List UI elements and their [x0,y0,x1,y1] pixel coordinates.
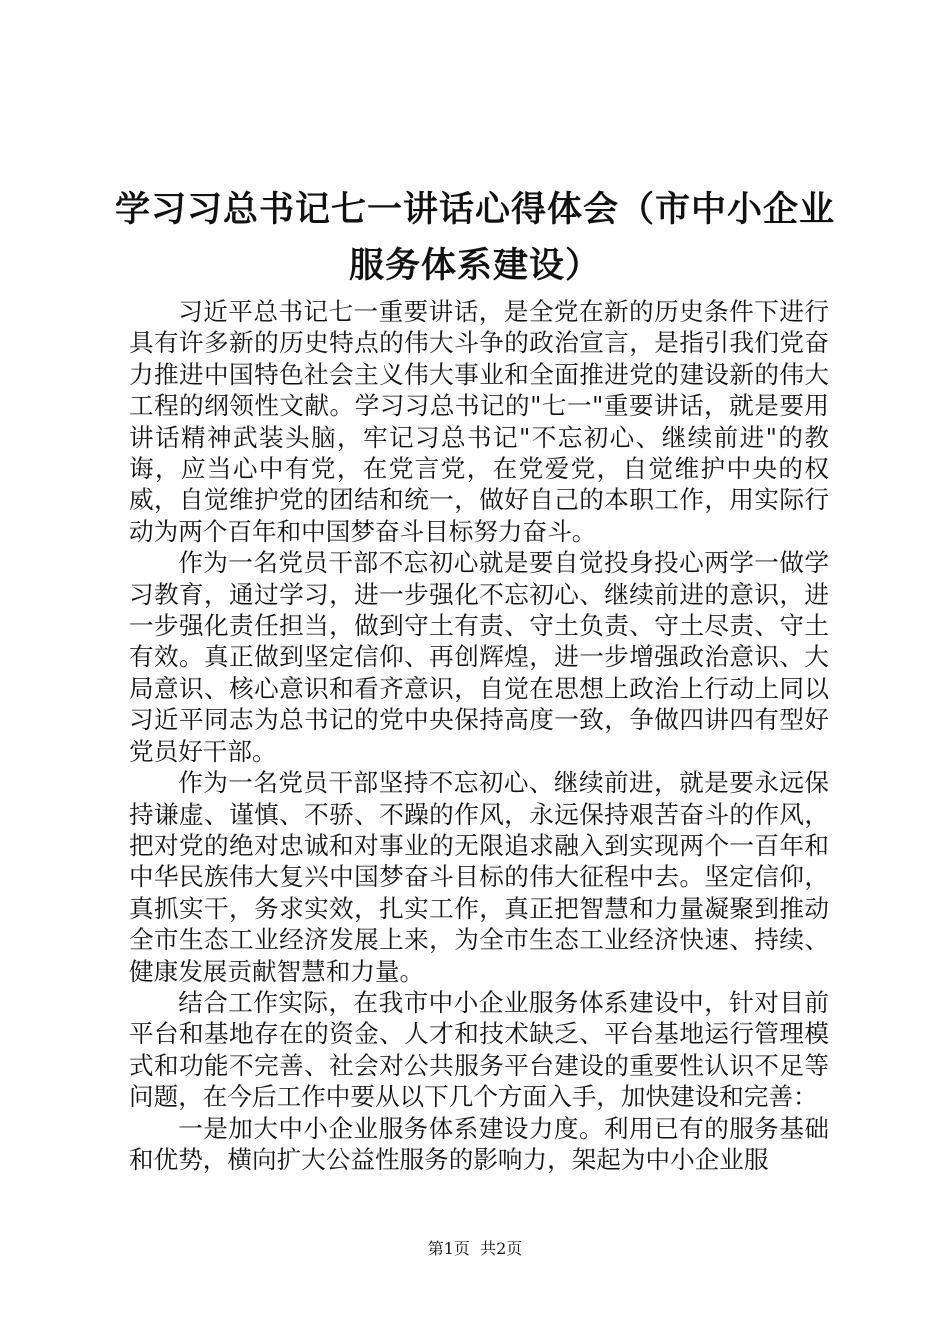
page-number: 第1页 [427,1239,470,1258]
document-title: 学习习总书记七一讲话心得体会（市中小企业服务体系建设） [114,189,835,286]
page-footer [0,1239,950,1259]
document-body [129,296,829,1175]
page-total: 共2页 [480,1239,523,1258]
paragraph: 习近平总书记七一重要讲话，是全党在新的历史条件下进行具有许多新的历史特点的伟大斗争的政治宣言，是指引我们党奋力推进中国特色社会主义伟大事业和全面推进党的建设新的伟大工程的纲领性文献。学习习总书记的"七一"重要讲话，就是要用讲话精神武装头脑，牢记习总书记"不忘初心、继续前进"的教诲，应当心中有党，在党言党，在党爱党，自觉维护中央的权威，自觉维护党的团结和统一，做好自己的本职工作，用实际行动为两个百年和中国梦奋斗目标努力奋斗。 [129,297,829,546]
paragraph: 一是加大中小企业服务体系建设力度。利用已有的服务基础和优势，横向扩大公益性服务的影响力，架起为中小企业服 [129,1113,829,1174]
paragraph: 结合工作实际，在我市中小企业服务体系建设中，针对目前平台和基地存在的资金、人才和技术缺乏、平台基地运行管理模式和功能不完善、社会对公共服务平台建设的重要性认识不足等问题，在今后工作中要从以下几个方面入手，加快建设和完善： [129,987,829,1112]
paragraph: 作为一名党员干部不忘初心就是要自觉投身投心两学一做学习教育，通过学习，进一步强化不忘初心、继续前进的意识，进一步强化责任担当，做到守土有责、守土负责、守土尽责、守土有效。真正做到坚定信仰、再创辉煌，进一步增强政治意识、大局意识、核心意识和看齐意识，自觉在思想上政治上行动上同以习近平同志为总书记的党中央保持高度一致，争做四讲四有型好党员好干部。 [129,548,829,766]
paragraph: 作为一名党员干部坚持不忘初心、继续前进，就是要永远保持谦虚、谨慎、不骄、不躁的作风，永远保持艰苦奋斗的作风，把对党的绝对忠诚和对事业的无限追求融入到实现两个一百年和中华民族伟大复兴中国梦奋斗目标的伟大征程中去。坚定信仰，真抓实干，务求实效，扎实工作，真正把智慧和力量凝聚到推动全市生态工业经济发展上来，为全市生态工业经济快速、持续、健康发展贡献智慧和力量。 [129,768,829,986]
